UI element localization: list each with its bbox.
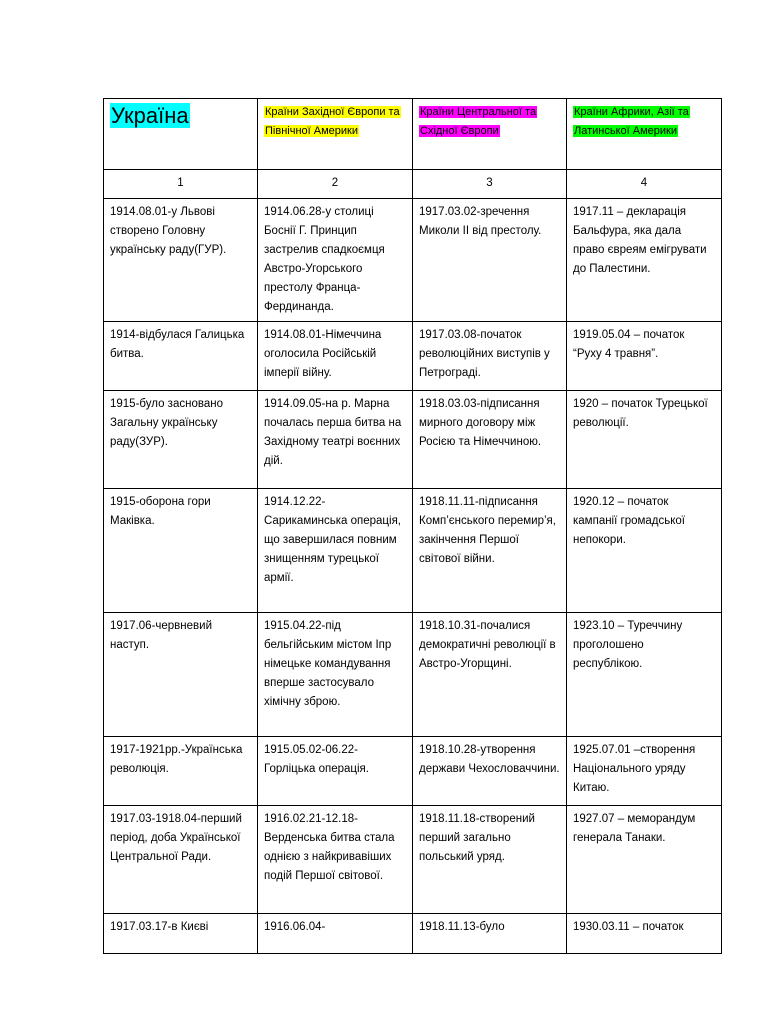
event-cell: 1916.06.04-	[258, 914, 413, 954]
event-cell: 1915.05.02-06.22-Горліцька операція.	[258, 737, 413, 806]
event-cell: 1917.03.02-зречення Миколи ІІ від престолу.	[413, 199, 567, 322]
event-cell: 1914-відбулася Галицька битва.	[104, 322, 258, 391]
event-cell: 1920.12 – початок кампанії громадської непокори.	[567, 489, 722, 613]
event-cell: 1918.10.28-утворення держави Чехословаччини.	[413, 737, 567, 806]
header-ukraine-label: Україна	[111, 103, 189, 128]
event-cell: 1917.06-червневий наступ.	[104, 613, 258, 737]
table-row	[104, 914, 722, 954]
column-number: 2	[258, 170, 413, 199]
header-western-europe-label: Країни Західної Європи та Північної Америки	[265, 106, 400, 137]
event-cell: 1915-оборона гори Маківка.	[104, 489, 258, 613]
table-row	[104, 613, 722, 737]
event-cell: 1925.07.01 –створення Національного уряду Китаю.	[567, 737, 722, 806]
header-cell-central-europe	[413, 99, 567, 170]
header-africa-asia-label: Країни Африки, Азії та Латинської Америки	[574, 106, 689, 137]
header-cell-western-europe	[258, 99, 413, 170]
table-row	[104, 391, 722, 489]
event-cell: 1914.08.01-у Львові створено Головну українську раду(ГУР).	[104, 199, 258, 322]
event-cell: 1917-1921рр.-Українська революція.	[104, 737, 258, 806]
event-cell: 1930.03.11 – початок	[567, 914, 722, 954]
table-row	[104, 322, 722, 391]
table-row	[104, 737, 722, 806]
event-cell: 1914.09.05-на р. Марна почалась перша битва на Західному театрі воєнних дій.	[258, 391, 413, 489]
header-central-europe-label: Країни Центральної та Східної Європи	[420, 106, 537, 137]
event-cell: 1917.11 – декларація Бальфура, яка дала право євреям емігрувати до Палестини.	[567, 199, 722, 322]
event-cell: 1914.08.01-Німеччина оголосила Російській імперії війну.	[258, 322, 413, 391]
table-header-row	[104, 99, 722, 170]
event-cell: 1918.10.31-почалися демократичні революції в Австро-Угорщині.	[413, 613, 567, 737]
column-number: 1	[104, 170, 258, 199]
column-number-row	[104, 170, 722, 199]
event-cell: 1914.12.22-Сарикаминська операція, що завершилася повним знищенням турецької армії.	[258, 489, 413, 613]
header-cell-ukraine	[104, 99, 258, 170]
event-cell: 1923.10 – Туреччину проголошено республікою.	[567, 613, 722, 737]
event-cell: 1918.11.13-було	[413, 914, 567, 954]
event-cell: 1927.07 – меморандум генерала Танаки.	[567, 806, 722, 914]
event-cell: 1920 – початок Турецької революції.	[567, 391, 722, 489]
event-cell: 1917.03.17-в Києві	[104, 914, 258, 954]
table-row	[104, 489, 722, 613]
column-number: 4	[567, 170, 722, 199]
event-cell: 1915-було засновано Загальну українську раду(ЗУР).	[104, 391, 258, 489]
event-cell: 1917.03-1918.04-перший період, доба Української Центральної Ради.	[104, 806, 258, 914]
event-cell: 1919.05.04 – початок “Руху 4 травня”.	[567, 322, 722, 391]
event-cell: 1917.03.08-початок революційних виступів у Петрограді.	[413, 322, 567, 391]
event-cell: 1914.06.28-у столиці Боснії Г. Принцип застрелив спадкоємця Австро-Угорського престолу Франца-Фердинанда.	[258, 199, 413, 322]
event-cell: 1915.04.22-під бельгійським містом Іпр німецьке командування вперше застосувало хімічну зброю.	[258, 613, 413, 737]
event-cell: 1918.11.18-створений перший загально польський уряд.	[413, 806, 567, 914]
event-cell: 1916.02.21-12.18-Верденська битва стала однією з найкривавіших подій Першої світової.	[258, 806, 413, 914]
chronology-table	[103, 98, 722, 954]
table-row	[104, 199, 722, 322]
event-cell: 1918.11.11-підписання Комп’єнського перемир’я, закінчення Першої світової війни.	[413, 489, 567, 613]
column-number: 3	[413, 170, 567, 199]
table-row	[104, 806, 722, 914]
header-cell-africa-asia	[567, 99, 722, 170]
event-cell: 1918.03.03-підписання мирного договору між Росією та Німеччиною.	[413, 391, 567, 489]
